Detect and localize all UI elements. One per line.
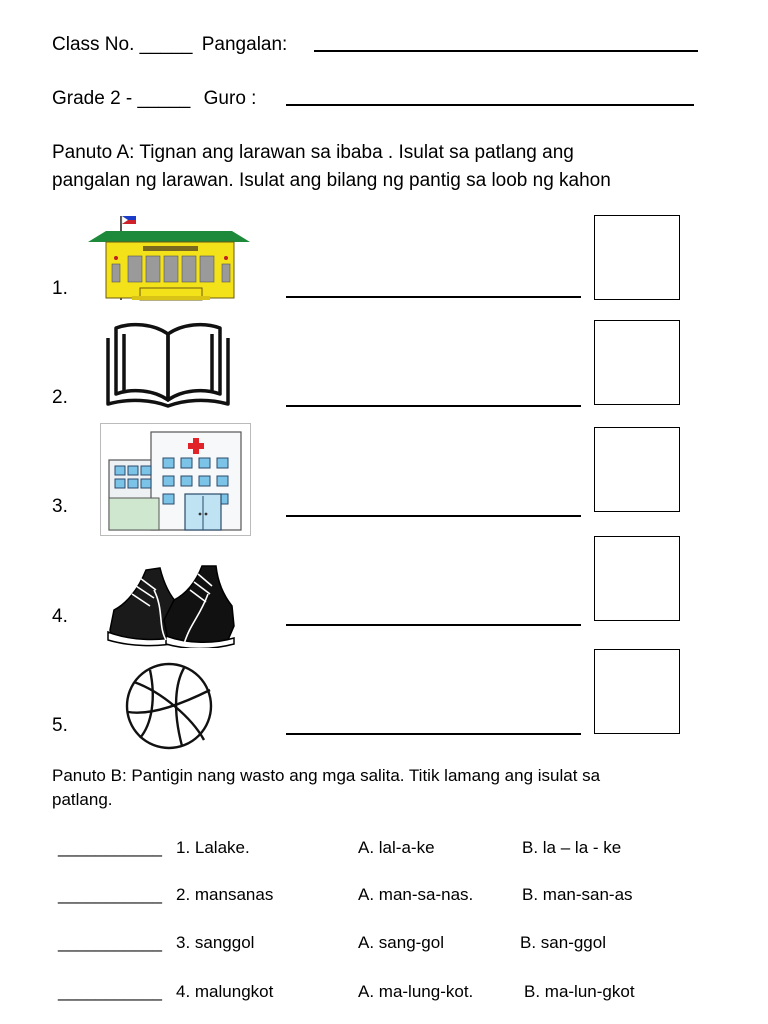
panuto-b-line1: Panuto B: Pantigin nang wasto ang mga salita. Titik lamang ang isulat sa (52, 766, 601, 785)
item-a-number: 1. (52, 278, 68, 299)
item-b-choice-b: B. ma-lun-gkot (524, 982, 635, 1001)
item-a-answer-line[interactable] (286, 733, 581, 735)
school-building-icon (88, 212, 250, 302)
item-b-blank[interactable]: ___________ (58, 885, 163, 904)
hospital-icon (100, 423, 251, 536)
item-b-choice-a: A. ma-lung-kot. (358, 982, 474, 1001)
panuto-a-line2: pangalan ng larawan. Isulat ang bilang ng pantig sa loob ng kahon (52, 170, 611, 191)
item-a-number: 2. (52, 387, 68, 408)
class-no-field (52, 34, 287, 56)
item-b-choice-b: B. man-san-as (522, 885, 633, 904)
item-a-answer-line[interactable] (286, 515, 581, 517)
item-b-word: 4. malungkot (176, 982, 274, 1001)
item-a-answer-line[interactable] (286, 296, 581, 298)
item-a-syllable-box[interactable] (594, 215, 680, 300)
panuto-b-instructions (52, 764, 742, 812)
panuto-a-instructions (52, 139, 742, 195)
item-b-blank[interactable]: ___________ (58, 982, 163, 1001)
sneakers-icon (104, 560, 238, 648)
item-a-number: 4. (52, 606, 68, 627)
item-b-word: 3. sanggol (176, 933, 255, 952)
item-a-syllable-box[interactable] (594, 320, 680, 405)
item-b-choice-a: A. man-sa-nas. (358, 885, 474, 904)
item-a-answer-line[interactable] (286, 624, 581, 626)
item-a-number: 5. (52, 715, 68, 736)
panuto-b-line2: patlang. (52, 790, 113, 809)
item-a-number: 3. (52, 496, 68, 517)
item-a-syllable-box[interactable] (594, 427, 680, 512)
guro-label: Guro : (203, 88, 257, 109)
pangalan-line[interactable] (314, 50, 698, 52)
pangalan-label: Pangalan: (201, 34, 288, 55)
guro-line[interactable] (286, 104, 694, 106)
item-b-choice-a: A. lal-a-ke (358, 838, 435, 857)
open-book-icon (104, 316, 232, 408)
grade-label: Grade 2 - _____ (52, 88, 191, 109)
item-b-choice-a: A. sang-gol (358, 933, 444, 952)
item-b-blank[interactable]: ___________ (58, 838, 163, 857)
basketball-icon (122, 662, 216, 750)
item-b-blank[interactable]: ___________ (58, 933, 163, 952)
item-b-choice-b: B. san-ggol (520, 933, 606, 952)
item-a-syllable-box[interactable] (594, 649, 680, 734)
item-b-word: 1. Lalake. (176, 838, 250, 857)
item-b-word: 2. mansanas (176, 885, 274, 904)
class-no-label: Class No. _____ (52, 34, 193, 55)
panuto-a-line1: Panuto A: Tignan ang larawan sa ibaba . Isulat sa patlang ang (52, 142, 574, 163)
item-a-syllable-box[interactable] (594, 536, 680, 621)
item-b-choice-b: B. la – la - ke (522, 838, 622, 857)
grade-field (52, 88, 256, 110)
item-a-answer-line[interactable] (286, 405, 581, 407)
